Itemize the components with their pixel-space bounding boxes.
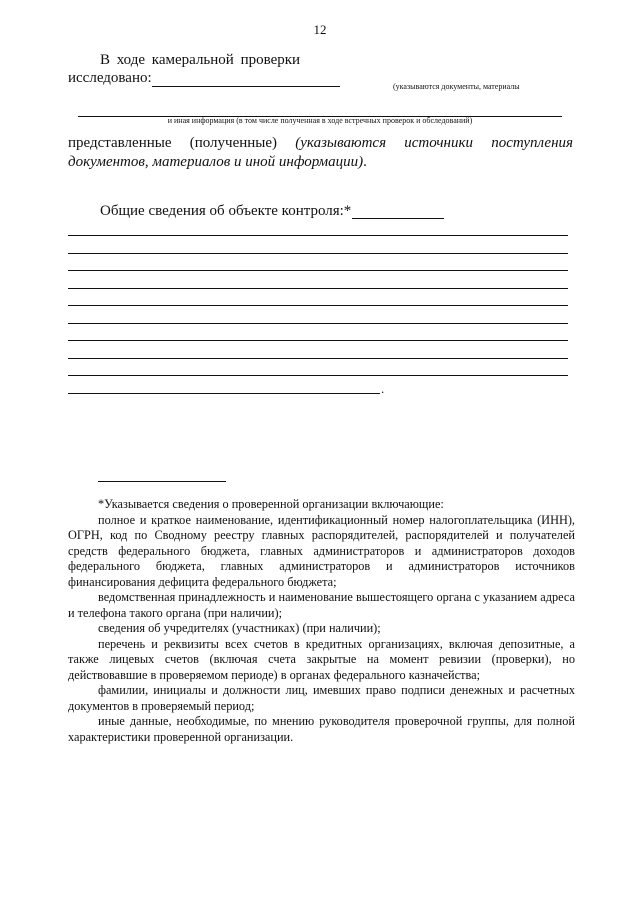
provided-sources-hint: (указываются источники поступления <box>295 135 573 151</box>
general-info-line[interactable] <box>68 358 568 359</box>
general-info-line[interactable] <box>68 288 568 289</box>
general-info-line[interactable] <box>68 253 568 254</box>
general-info-line[interactable] <box>68 340 568 341</box>
footnote-item: перечень и реквизиты всех счетов в кредитных организациях, включая депозитные, а также лицевых счетов (включая счета закрытые на момент ревизии (проверки), но действовавшие в проверяемом периоде) в органах федерального казначейства; <box>68 636 575 682</box>
general-info-line[interactable] <box>68 305 568 306</box>
page-number: 12 <box>313 22 327 37</box>
footnote-intro: *Указывается сведения о проверенной организации включающие: <box>98 497 444 511</box>
provided-end: . <box>363 154 367 170</box>
intro-line-2: исследовано: <box>68 70 152 86</box>
footnote-item: сведения об учредителях (участниках) (при наличии); <box>98 621 381 635</box>
provided-line-1 <box>68 134 573 153</box>
general-info-line[interactable] <box>68 323 568 324</box>
provided-paragraph <box>68 134 573 172</box>
general-info-label: Общие сведения об объекте контроля:* <box>100 203 352 219</box>
general-info-line-last[interactable] <box>68 393 380 394</box>
provided-sources-hint-cont: документов, материалов и иной информации) <box>68 154 364 170</box>
provided-text: представленные (полученные) <box>68 135 296 151</box>
general-info-line[interactable] <box>68 270 568 271</box>
general-info-end-dot: . <box>381 381 385 396</box>
footnote <box>68 497 575 745</box>
intro-line-1: В ходе камеральной проверки <box>100 52 301 68</box>
footnote-item: иные данные, необходимые, по мнению руководителя проверочной группы, для полной характеристики проверенной организации. <box>68 714 575 744</box>
examined-fill-line[interactable] <box>152 86 340 87</box>
general-info-line[interactable] <box>68 235 568 236</box>
provided-line-2 <box>68 153 573 172</box>
footnote-item: ведомственная принадлежность и наименование вышестоящего органа с указанием адреса и телефона такого органа (при наличии); <box>68 590 575 620</box>
footnote-item: фамилии, инициалы и должности лиц, имевших право подписи денежных и расчетных документов в проверяемый период; <box>68 683 575 713</box>
footnote-item: полное и краткое наименование, идентификационный номер налогоплательщика (ИНН), ОГРН, код по Сводному реестру главных распорядителей, распорядителей и получателей средств федерального бюджета, главных администраторов и администраторов доходов федерального бюджета, главных администраторов и администраторов источников финансирования дефицита федерального бюджета; <box>68 512 575 589</box>
general-info-line[interactable] <box>68 375 568 376</box>
hint-other-info: и иная информация (в том числе полученная в ходе встречных проверок и обследований) <box>167 116 473 125</box>
general-info-fill-inline[interactable] <box>352 218 444 219</box>
footnote-separator <box>98 481 226 482</box>
hint-documents: (указываются документы, материалы <box>393 82 520 91</box>
